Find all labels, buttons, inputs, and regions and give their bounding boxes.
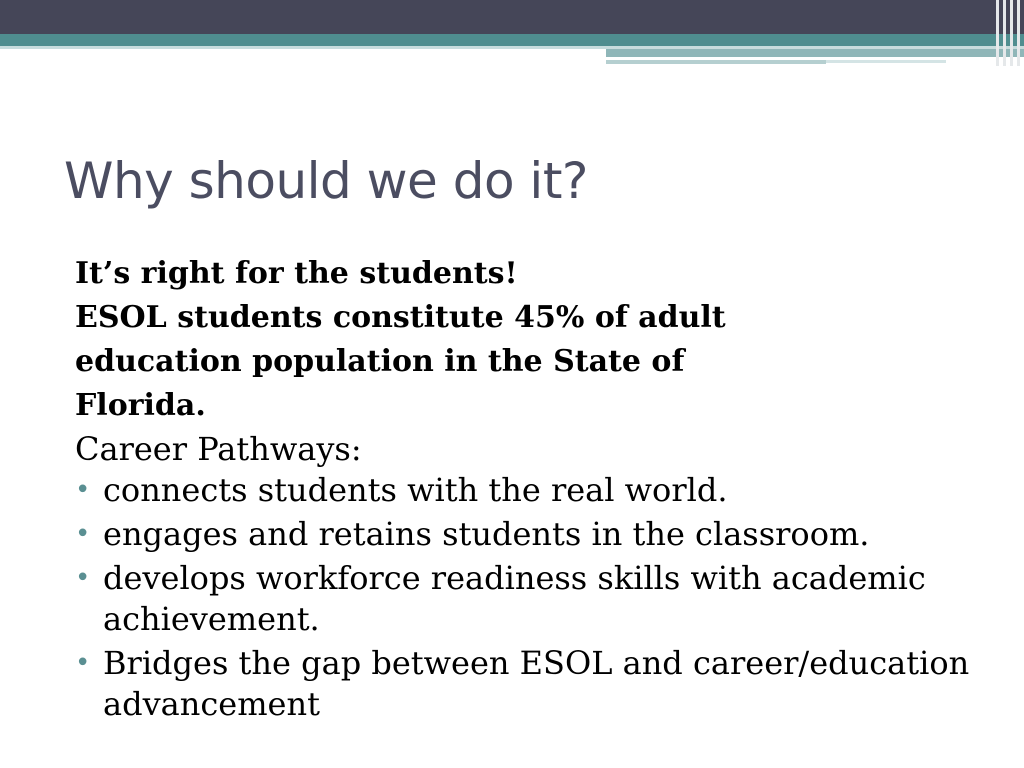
bullet-dot-icon: • (75, 648, 91, 678)
bullet-dot-icon: • (75, 475, 91, 505)
bullet-text: engages and retains students in the classroom. (103, 515, 870, 553)
bullet-item (75, 558, 975, 640)
header-band-teal (0, 34, 1024, 46)
header-band-dark (0, 0, 1024, 34)
bullet-text: connects students with the real world. (103, 471, 728, 509)
bullet-item (75, 514, 975, 555)
bullet-item (75, 643, 975, 725)
header-vertical-stripes (992, 0, 1024, 66)
bullet-text: develops workforce readiness skills with academic achievement. (103, 559, 926, 638)
slide-title: Why should we do it? (64, 152, 588, 210)
header-accent-line (606, 60, 826, 64)
header-accent-line-thin (826, 60, 946, 63)
bullet-item (75, 470, 975, 511)
bold-line-1: It’s right for the students! (75, 256, 518, 291)
slide-body (75, 252, 975, 728)
subheading: Career Pathways: (75, 430, 362, 468)
bullet-dot-icon: • (75, 563, 91, 593)
bold-line-2: ESOL students constitute 45% of adult (75, 300, 726, 335)
bold-line-3: education population in the State of (75, 344, 685, 379)
bold-line-4: Florida. (75, 388, 206, 423)
bullet-dot-icon: • (75, 519, 91, 549)
bullet-list (75, 470, 975, 725)
bullet-text: Bridges the gap between ESOL and career/education advancement (103, 644, 970, 723)
header-accent-band (606, 49, 1024, 57)
